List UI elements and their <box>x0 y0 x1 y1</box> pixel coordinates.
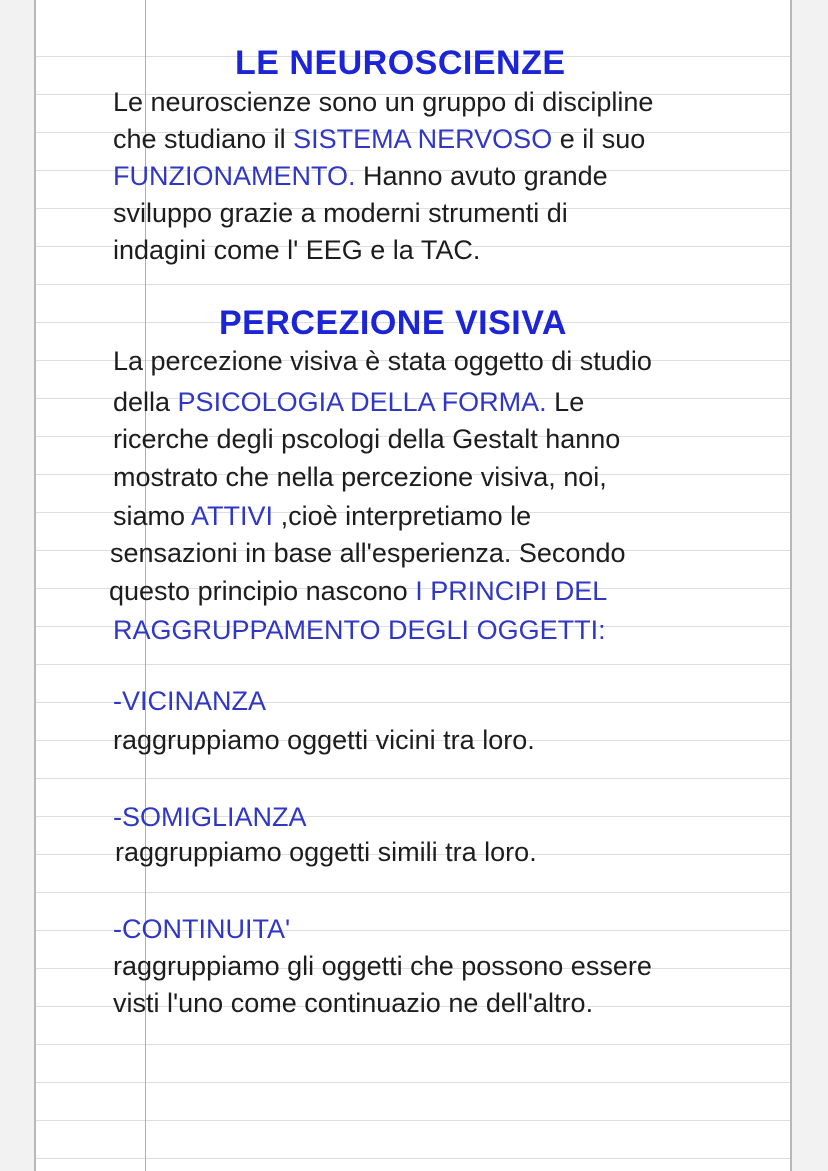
paragraph-line <box>113 459 607 496</box>
paragraph-line <box>113 498 531 535</box>
text-span: che studiano il <box>113 124 294 154</box>
paragraph-line <box>113 121 645 158</box>
text-span: ,cioè interpretiamo le <box>273 501 532 531</box>
paragraph-line <box>113 421 620 458</box>
keyword-psicologia-della-forma: PSICOLOGIA DELLA FORMA. <box>177 387 547 417</box>
paragraph-line <box>110 535 626 572</box>
paragraph-line <box>113 232 480 269</box>
keyword-attivi: ATTIVI <box>191 501 274 531</box>
text-span: sensazioni in base all'esperienza. Secondo <box>110 538 626 568</box>
text-span: Le neuroscienze sono un gruppo di discipline <box>113 87 654 117</box>
paragraph-line <box>113 384 584 421</box>
principle-desc-continuita: raggruppiamo gli oggetti che possono essere <box>113 951 652 981</box>
section-title-neuroscienze: LE NEUROSCIENZE <box>235 44 566 82</box>
paragraph-line <box>109 573 607 610</box>
text-span: sviluppo grazie a moderni strumenti di <box>113 198 568 228</box>
text-span: La percezione visiva è stata oggetto di studio <box>113 346 652 376</box>
keyword-sistema-nervoso: SISTEMA NERVOSO <box>293 124 553 154</box>
principle-title-vicinanza: -VICINANZA <box>113 686 267 716</box>
text-span: mostrato che nella percezione visiva, noi, <box>113 462 607 492</box>
principle-desc-somiglianza: raggruppiamo oggetti simili tra loro. <box>115 837 537 867</box>
paragraph-line <box>113 158 608 195</box>
paragraph-line <box>113 343 652 380</box>
keyword-principi-del: I PRINCIPI DEL <box>415 576 608 606</box>
keyword-raggruppamento: RAGGRUPPAMENTO DEGLI OGGETTI: <box>113 615 606 645</box>
text-span: Hanno avuto grande <box>355 161 608 191</box>
text-span: indagini come l' EEG e la TAC. <box>113 235 481 265</box>
principle-desc-continuita-2: visti l'uno come continuazio ne dell'altro. <box>113 988 594 1018</box>
text-span: ricerche degli pscologi della Gestalt hanno <box>113 424 621 454</box>
text-span: questo principio nascono <box>109 576 416 606</box>
principle-desc-vicinanza: raggruppiamo oggetti vicini tra loro. <box>113 725 535 755</box>
paragraph-line <box>113 84 653 121</box>
keyword-funzionamento: FUNZIONAMENTO. <box>113 161 356 191</box>
principle-title-continuita: -CONTINUITA' <box>113 914 291 944</box>
text-span: siamo <box>113 501 192 531</box>
paragraph-line <box>113 195 568 232</box>
text-span: e il suo <box>552 124 646 154</box>
text-span: Le <box>546 387 585 417</box>
principle-title-somiglianza: -SOMIGLIANZA <box>113 802 307 832</box>
section-title-percezione-visiva: PERCEZIONE VISIVA <box>219 304 567 342</box>
text-span: della <box>113 387 178 417</box>
